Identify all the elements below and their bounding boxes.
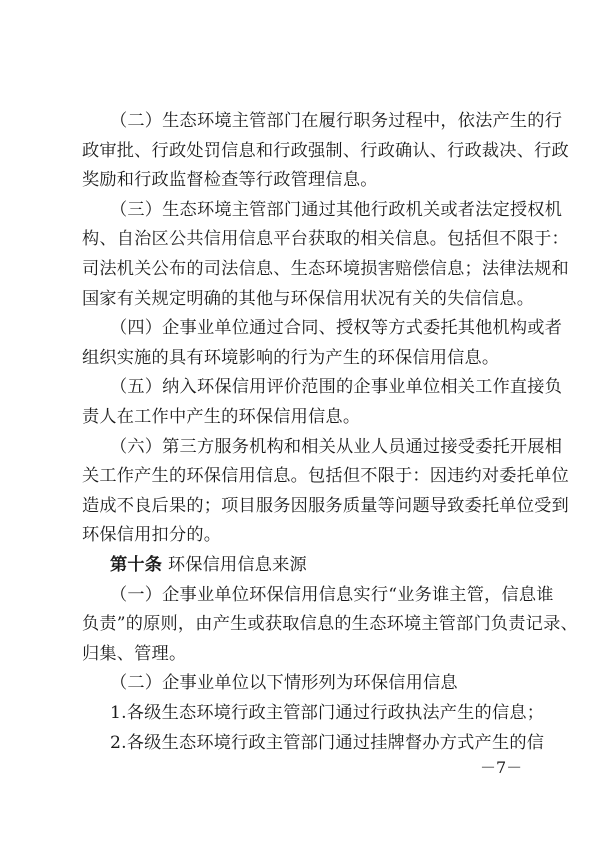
paragraph-4-line-2: 组织实施的具有环境影响的行为产生的环保信用信息。 — [82, 348, 500, 368]
paragraph-3-line-2: 构、自治区公共信用信息平台获取的相关信息。包括但不限于： — [82, 229, 569, 249]
paragraph-4-line-1: （四）企事业单位通过合同、授权等方式委托其他机构或者 — [110, 318, 563, 338]
paragraph-6-line-4: 环保信用扣分的。 — [82, 525, 222, 545]
article-10-item-1-line-2: 负责”的原则，由产生或获取信息的生态环境主管部门负责记录、 — [82, 614, 578, 634]
paragraph-2-line-2: 政审批、行政处罚信息和行政强制、行政确认、行政裁决、行政 — [82, 141, 569, 161]
article-number: 第十条 — [110, 555, 163, 575]
page-number: －7－ — [480, 758, 523, 777]
paragraph-6-line-1: （六）第三方服务机构和相关从业人员通过接受委托开展相 — [110, 437, 563, 457]
paragraph-3-line-3: 司法机关公布的司法信息、生态环境损害赔偿信息；法律法规和 — [82, 259, 569, 279]
paragraph-6-line-3: 造成不良后果的；项目服务因服务质量等问题导致委托单位受到 — [82, 496, 569, 516]
article-heading — [110, 553, 307, 577]
paragraph-5-line-2: 责人在工作中产生的环保信用信息。 — [82, 407, 361, 427]
paragraph-5-line-1: （五）纳入环保信用评价范围的企事业单位相关工作直接负 — [110, 377, 563, 397]
paragraph-3-line-4: 国家有关规定明确的其他与环保信用状况有关的失信信息。 — [82, 289, 535, 309]
article-10-item-2-sub-1: 1.各级生态环境行政主管部门通过行政执法产生的信息； — [110, 703, 545, 723]
paragraph-2-line-3: 奖励和行政监督检查等行政管理信息。 — [82, 170, 378, 190]
paragraph-3-line-1: （三）生态环境主管部门通过其他行政机关或者法定授权机 — [110, 200, 563, 220]
article-10-item-2: （二）企事业单位以下情形列为环保信用信息 — [110, 673, 458, 693]
article-10-item-2-sub-2: 2.各级生态环境行政主管部门通过挂牌督办方式产生的信 — [110, 733, 545, 753]
paragraph-6-line-2: 关工作产生的环保信用信息。包括但不限于：因违约对委托单位 — [82, 466, 569, 486]
article-title: 环保信用信息来源 — [167, 555, 307, 575]
article-10-item-1-line-3: 归集、管理。 — [82, 644, 187, 664]
article-10-item-1-line-1: （一）企事业单位环保信用信息实行“业务谁主管，信息谁 — [110, 585, 554, 605]
paragraph-2-line-1: （二）生态环境主管部门在履行职务过程中，依法产生的行 — [110, 111, 563, 131]
